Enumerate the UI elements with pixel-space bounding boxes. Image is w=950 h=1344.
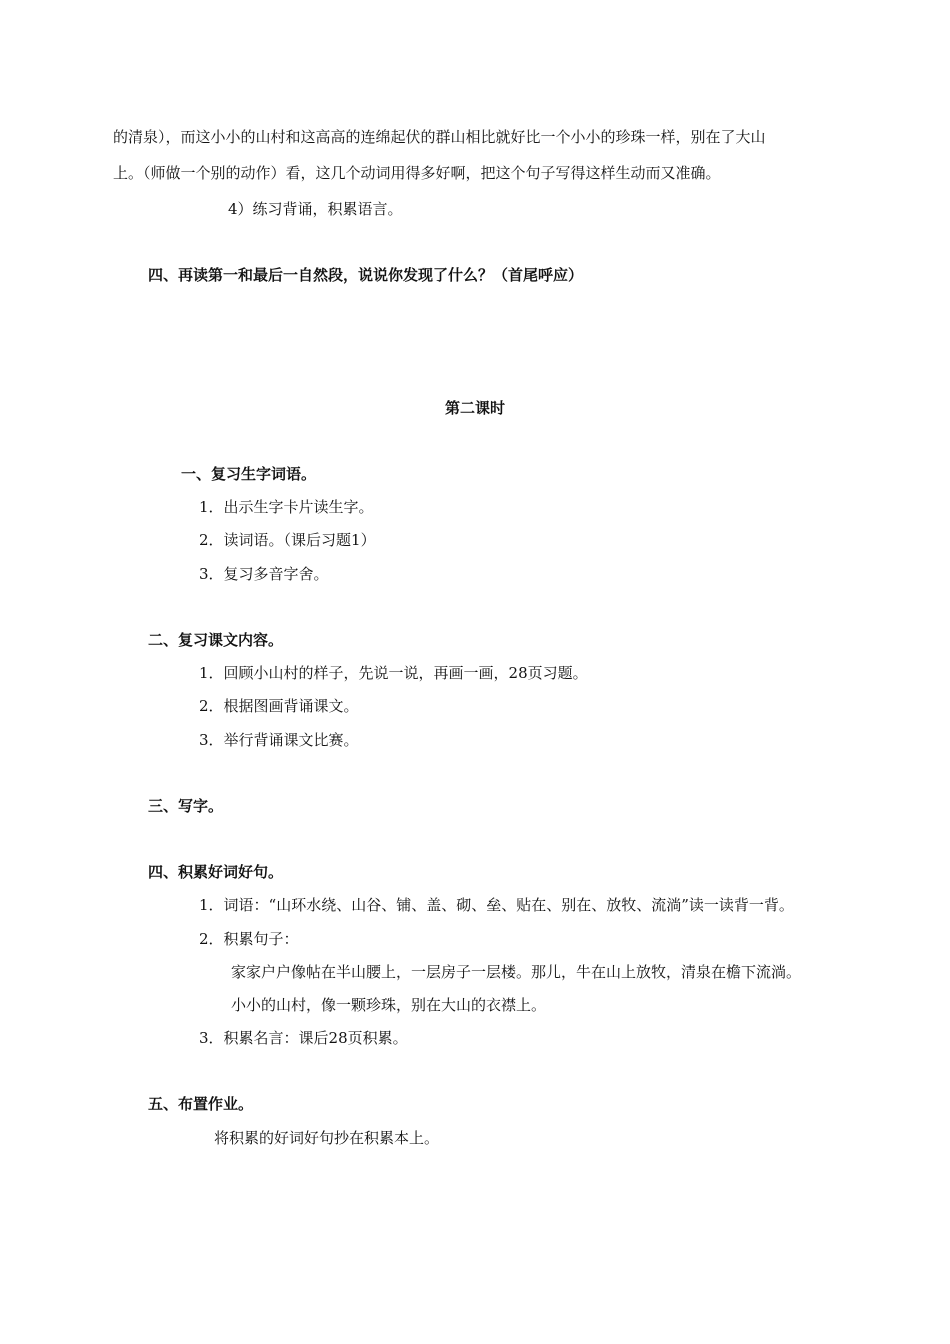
list-item: 1．出示生字卡片读生字。	[199, 498, 374, 516]
part-4-heading: 四、积累好词好句。	[148, 863, 284, 881]
part-1-heading: 一、复习生字词语。	[181, 465, 317, 483]
list-item: 3．复习多音字舍。	[199, 565, 329, 583]
lesson-title: 第二课时	[444, 399, 505, 417]
list-item: 1．回顾小山村的样子，先说一说，再画一画，28页习题。	[199, 664, 588, 682]
section-heading: 四、再读第一和最后一自然段，说说你发现了什么？（首尾呼应）	[148, 266, 584, 284]
quoted-sentence: 家家户户像帖在半山腰上，一层房子一层楼。那儿，牛在山上放牧，清泉在檐下流淌。	[231, 963, 802, 981]
quoted-sentence: 小小的山村，像一颗珍珠，别在大山的衣襟上。	[231, 996, 547, 1014]
part-2-heading: 二、复习课文内容。	[148, 631, 284, 649]
list-item: 2．根据图画背诵课文。	[199, 697, 359, 715]
list-item: 3．积累名言：课后28页积累。	[199, 1029, 408, 1047]
part-3-heading: 三、写字。	[148, 797, 224, 815]
list-item: 2．积累句子：	[199, 930, 299, 948]
part-5-heading: 五、布置作业。	[148, 1095, 254, 1113]
intro-line-1: 的清泉），而这小小的山村和这高高的连绵起伏的群山相比就好比一个小小的珍珠一样，别在了大山	[113, 128, 766, 146]
intro-line-2: 上。（师做一个别的动作）看，这几个动词用得多好啊，把这个句子写得这样生动而又准确。	[113, 164, 721, 182]
step-4: 4）练习背诵，积累语言。	[228, 200, 403, 218]
list-item: 1．词语：“山环水绕、山谷、铺、盖、砌、垒、贴在、别在、放牧、流淌”读一读背一背。	[199, 896, 794, 914]
list-item: 2．读词语。（课后习题1）	[199, 531, 376, 549]
list-item: 3．举行背诵课文比赛。	[199, 731, 359, 749]
homework-text: 将积累的好词好句抄在积累本上。	[214, 1129, 440, 1147]
